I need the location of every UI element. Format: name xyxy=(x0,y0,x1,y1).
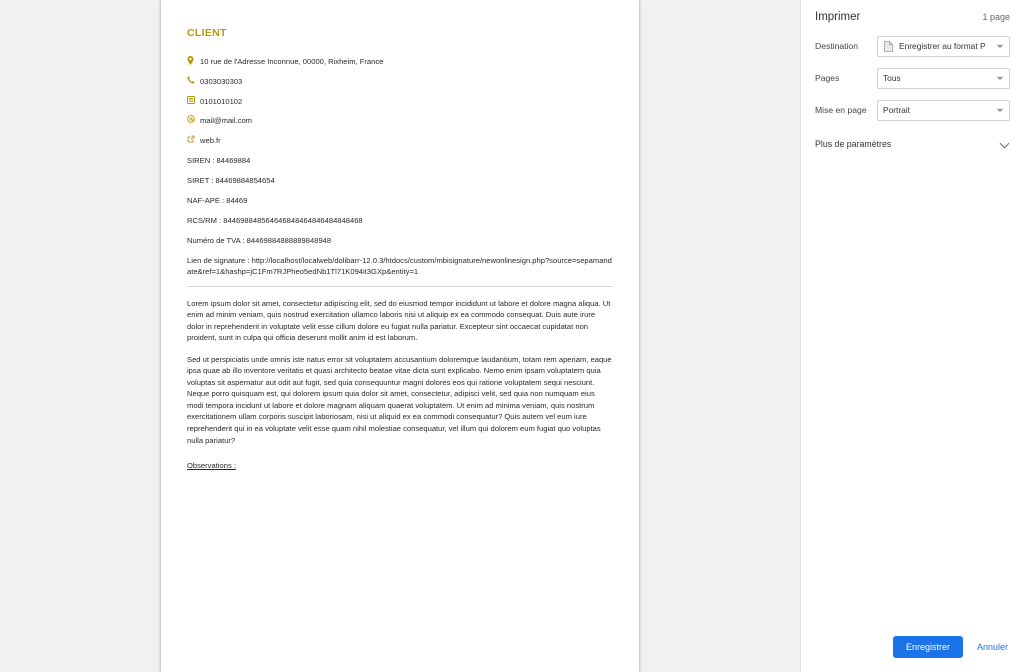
more-settings-toggle[interactable] xyxy=(801,131,1024,157)
pdf-document-icon xyxy=(883,41,894,52)
document-content xyxy=(161,0,639,491)
body-paragraph-2: Sed ut perspiciatis unde omnis iste natus error sit voluptatem accusantium doloremque laudantium, totam rem aperiam, eaque ipsa quae ab illo inventore veritatis et quasi architecto beatae vitae dicta sunt explicabo. Nemo enim ipsam voluptatem quia voluptas sit aspernatur aut odit aut fugit, sed quia consequuntur magni dolores eos qui ratione voluptatem sequi nesciunt. Neque porro quisquam est, qui dolorem ipsum quia dolor sit amet, consectetur, adipisci velit, sed quia non numquam eius modi tempora incidunt ut labore et dolore magnam aliquam quaerat voluptatem. Ut enim ad minima veniam, quis nostrum exercitationem ullam corporis suscipit laboriosam, nisi ut aliquid ex ea commodi consequatur? Quis autem vel eum iure reprehenderit qui in ea voluptate velit esse quam nihil molestiae consequatur, vel illum qui dolorem eum fugiat quo voluptas nulla pariatur? xyxy=(187,354,612,445)
detail-line-tva: Numéro de TVA : 84469884888889848948 xyxy=(187,235,332,245)
pages-value: Tous xyxy=(883,73,901,83)
body-paragraph-1: Lorem ipsum dolor sit amet, consectetur adipiscing elit, sed do eiusmod tempor incididunt ut labore et dolore magna aliqua. Ut enim ad minim veniam, quis nostrud exercitation ullamco laboris nisi ut aliquip ex ea commodo consequat. Duis aute irure dolor in reprehenderit in voluptate velit esse cillum dolore eu fugiat nulla pariatur. Excepteur sint occaecat cupidatat non proident, sunt in culpa qui officia deserunt mollit anim id est laborum. xyxy=(187,298,611,343)
contact-row-fax xyxy=(185,96,615,107)
contact-row-email xyxy=(185,115,615,126)
chevron-down-icon xyxy=(1000,138,1010,148)
contact-row-phone xyxy=(185,76,615,87)
email-at-icon xyxy=(187,115,200,123)
chevron-down-icon xyxy=(997,45,1003,48)
print-panel-footer xyxy=(801,624,1024,672)
field-pages xyxy=(801,67,1024,89)
save-button[interactable]: Enregistrer xyxy=(893,636,963,658)
field-label-layout: Mise en page xyxy=(815,105,867,115)
client-heading: CLIENT xyxy=(187,27,227,39)
chevron-down-icon xyxy=(997,77,1003,80)
contact-text: web.fr xyxy=(200,136,221,146)
layout-select[interactable] xyxy=(877,100,1010,121)
detail-line-rcs-rm: RCS/RM : 844698848564646848464846484848468 xyxy=(187,215,363,225)
fax-icon xyxy=(187,96,200,104)
contact-row-web xyxy=(185,135,615,146)
detail-line-siren: SIREN : 84469884 xyxy=(187,156,251,166)
detail-line-naf-ape: NAF-APE : 84469 xyxy=(187,195,248,205)
contact-row-address xyxy=(185,56,615,67)
external-link-icon xyxy=(187,135,200,143)
page-count-label: 1 page xyxy=(982,12,1010,22)
pages-select[interactable] xyxy=(877,68,1010,89)
detail-line-siret: SIRET : 84469884854654 xyxy=(187,176,275,186)
print-settings-panel xyxy=(800,0,1024,672)
contact-text: mail@mail.com xyxy=(200,116,253,126)
contact-text: 0303030303 xyxy=(200,76,243,86)
field-layout xyxy=(801,99,1024,121)
location-pin-icon xyxy=(187,56,200,65)
print-panel-header xyxy=(801,0,1024,35)
phone-icon xyxy=(187,76,200,84)
document-page xyxy=(161,0,639,672)
contact-text: 10 rue de l'Adresse Inconnue, 00000, Rixheim, France xyxy=(200,56,384,66)
contact-text: 0101010102 xyxy=(200,96,243,106)
signature-link-text: Lien de signature : http://localhost/localweb/dolibarr-12.0.3/htdocs/custom/mbisignature/newonlinesign.php?source=sepamandate&ref=1&hashp=jC1Fm7RJPheo5edNb1Tl71K094it3GXp&entity=1 xyxy=(187,255,612,276)
chevron-down-icon xyxy=(997,109,1003,112)
observations-label: Observations : xyxy=(187,461,236,471)
layout-value: Portrait xyxy=(883,105,910,115)
destination-value: Enregistrer au format P xyxy=(899,41,986,51)
field-destination xyxy=(801,35,1024,57)
field-label-destination: Destination xyxy=(815,41,858,51)
destination-select[interactable] xyxy=(877,36,1010,57)
print-dialog-title: Imprimer xyxy=(815,11,861,23)
more-settings-label: Plus de paramètres xyxy=(815,139,892,149)
content-divider xyxy=(187,286,613,287)
cancel-button[interactable]: Annuler xyxy=(975,636,1010,658)
field-label-pages: Pages xyxy=(815,73,840,83)
